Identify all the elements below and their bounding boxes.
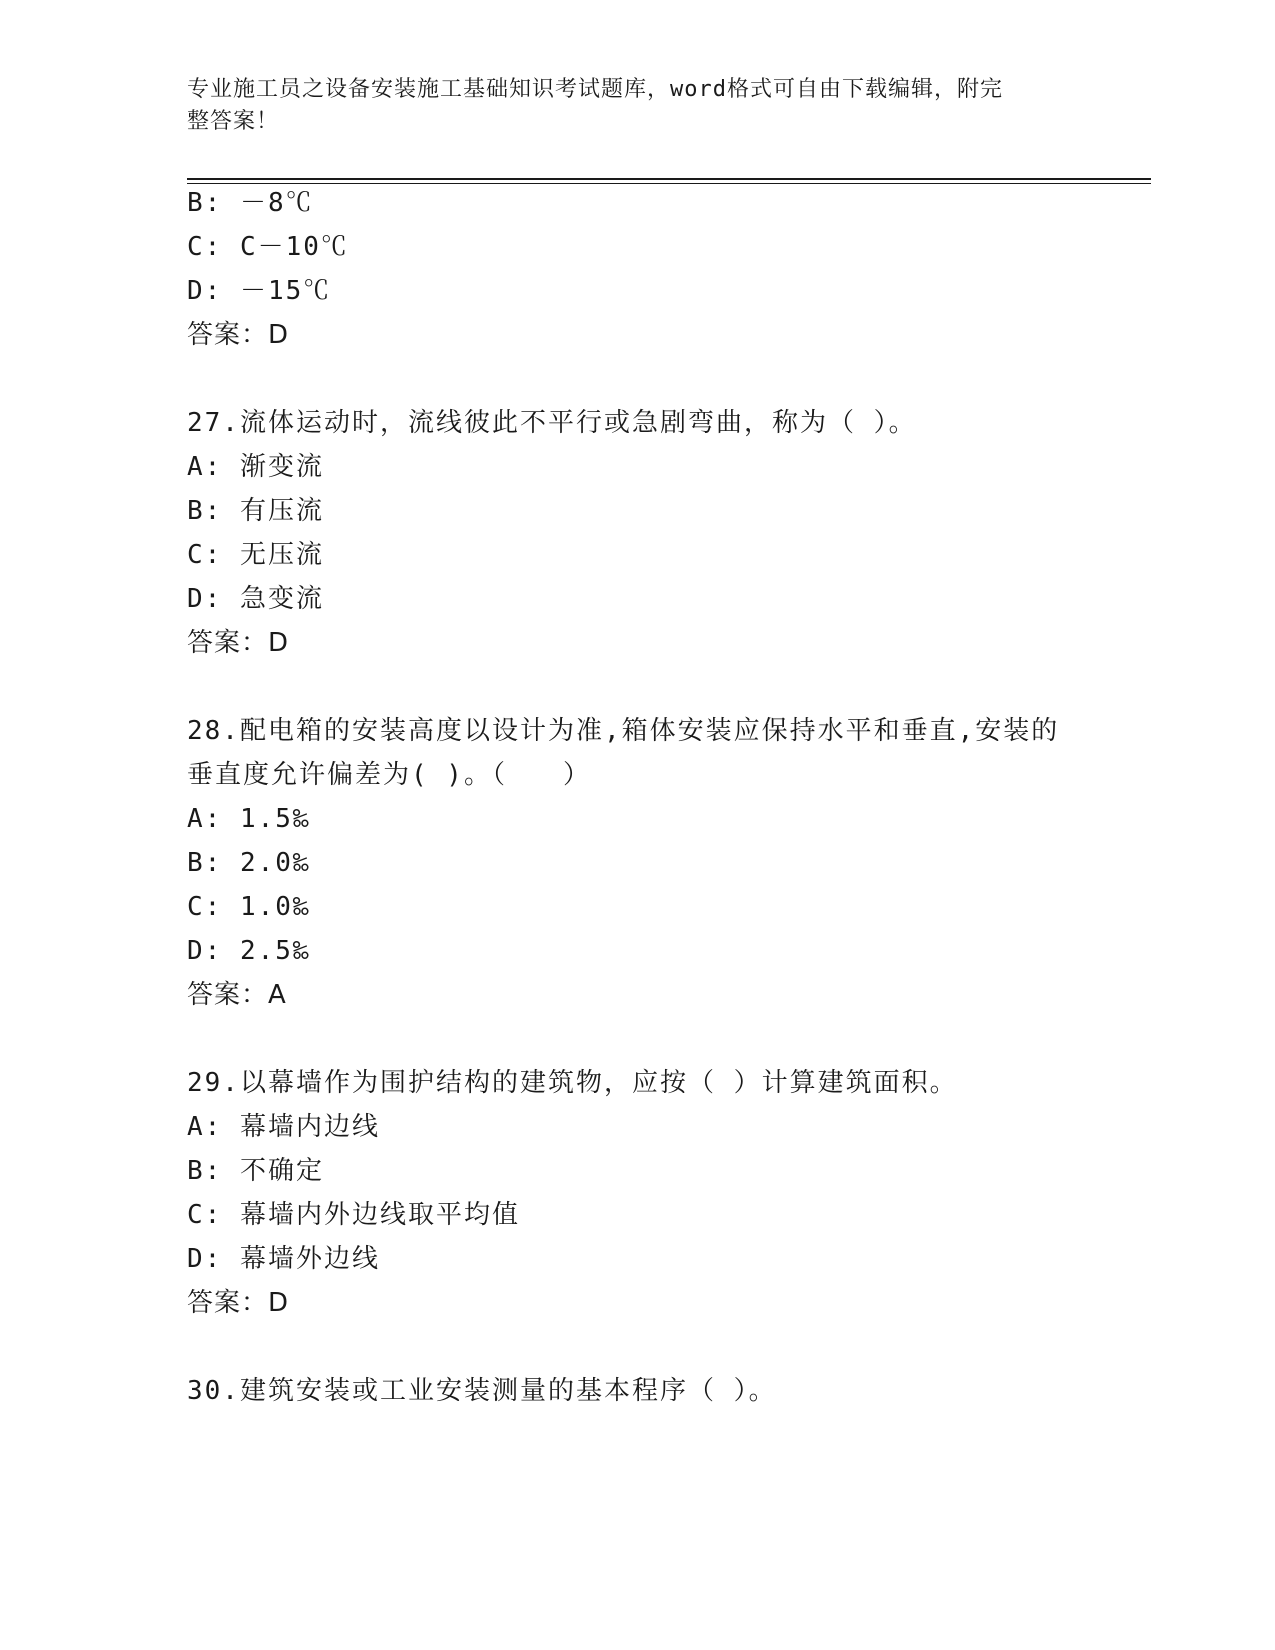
q27-answer: 答案：D xyxy=(187,628,290,658)
q29-answer: 答案：D xyxy=(187,1288,290,1318)
q28-option-b: B: 2.0‰ xyxy=(187,848,311,878)
q29-option-b: B: 不确定 xyxy=(187,1156,324,1186)
q29-stem: 29.以幕墙作为围护结构的建筑物，应按（ ）计算建筑面积。 xyxy=(187,1068,958,1098)
q28-answer: 答案：A xyxy=(187,980,287,1010)
document-header xyxy=(187,74,1067,138)
q27-option-c: C: 无压流 xyxy=(187,540,324,570)
q29-option-c: C: 幕墙内外边线取平均值 xyxy=(187,1200,520,1230)
q27-option-d: D: 急变流 xyxy=(187,584,324,614)
q28-option-a: A: 1.5‰ xyxy=(187,804,311,834)
header-divider-thin xyxy=(187,183,1151,184)
q29-option-d: D: 幕墙外边线 xyxy=(187,1244,380,1274)
q27-option-b: B: 有压流 xyxy=(187,496,324,526)
q28-stem-line-1: 28.配电箱的安装高度以设计为准,箱体安装应保持水平和垂直,安装的 xyxy=(187,716,1060,746)
header-divider-thick xyxy=(187,178,1151,180)
q28-option-d: D: 2.5‰ xyxy=(187,936,311,966)
q28-stem-line-2: 垂直度允许偏差为( )。（ ） xyxy=(187,760,591,790)
q29-option-a: A: 幕墙内边线 xyxy=(187,1112,380,1142)
q30-stem: 30.建筑安装或工业安装测量的基本程序（ ）。 xyxy=(187,1376,777,1406)
q26-option-d: D: －15℃ xyxy=(187,276,332,306)
q26-option-b: B: －8℃ xyxy=(187,188,314,218)
header-line-2: 整答案！ xyxy=(187,109,280,134)
q26-answer: 答案：D xyxy=(187,320,290,350)
q27-stem: 27.流体运动时，流线彼此不平行或急剧弯曲，称为（ ）。 xyxy=(187,408,917,438)
q26-option-c: C: C－10℃ xyxy=(187,232,349,262)
q28-option-c: C: 1.0‰ xyxy=(187,892,311,922)
header-line-1: 专业施工员之设备安装施工基础知识考试题库，word格式可自由下载编辑，附完 xyxy=(187,77,1003,102)
q27-option-a: A: 渐变流 xyxy=(187,452,324,482)
